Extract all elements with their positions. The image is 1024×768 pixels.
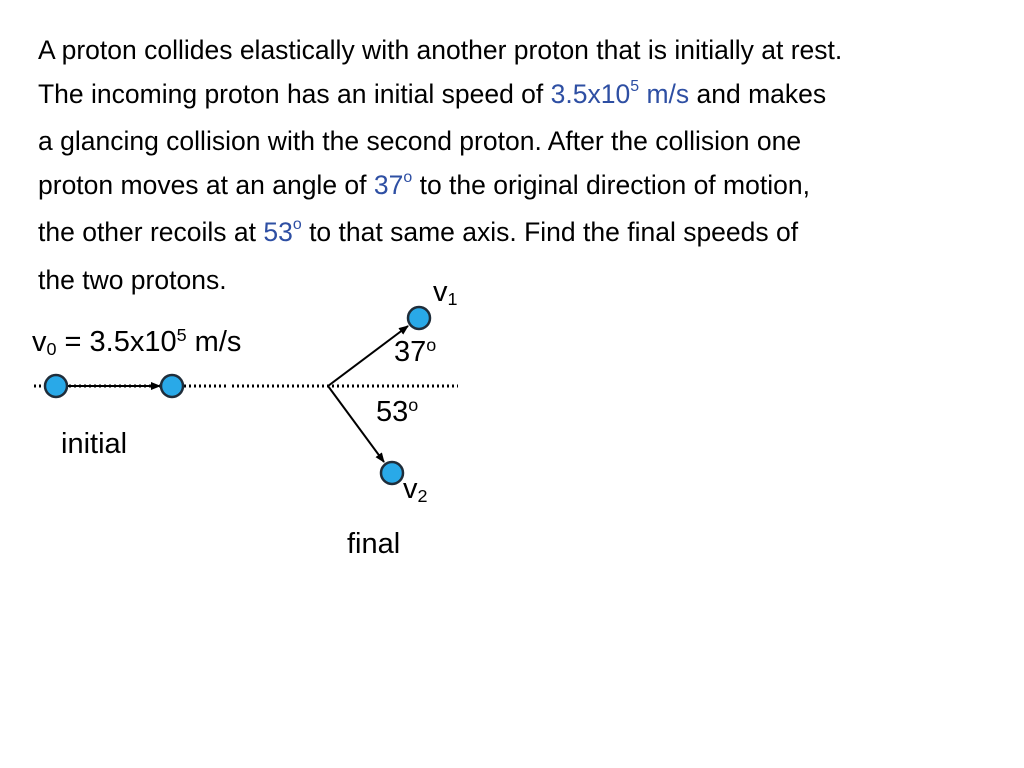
v1-label: [433, 276, 458, 309]
v2-subscript: 2: [417, 485, 428, 506]
v2-label: [403, 473, 428, 506]
scattered-proton-1: [408, 307, 430, 329]
problem-line-3: a glancing collision with the second proton. After the collision one: [38, 126, 802, 156]
v0-letter: v: [32, 326, 47, 358]
final-label: final: [347, 528, 401, 560]
line5-text-b: to that same axis. Find the final speeds of: [301, 217, 799, 247]
v0-exponent: 5: [176, 325, 187, 346]
line4-text-a: proton moves at an angle of: [38, 169, 374, 200]
v2-letter: v: [403, 473, 418, 505]
angle-53-label-degree: o: [408, 395, 419, 416]
angle-37-label: [394, 336, 436, 369]
problem-line-1: A proton collides elastically with another proton that is initially at rest.: [38, 35, 843, 65]
v0-unit: m/s: [186, 326, 242, 358]
problem-line-6: the two protons.: [38, 264, 227, 295]
angle-37-degree: o: [403, 168, 413, 186]
speed-exponent: 5: [630, 77, 640, 95]
line2-text-b: and makes: [689, 78, 827, 109]
v1-letter: v: [433, 276, 448, 308]
target-proton: [161, 375, 183, 397]
initial-label: initial: [61, 428, 128, 460]
speed-unit: m/s: [639, 78, 690, 109]
angle-53-label-number: 53: [376, 396, 409, 428]
angle-53-degree: o: [292, 216, 302, 234]
incoming-proton: [45, 375, 67, 397]
v0-equation: = 3.5x10: [56, 326, 177, 358]
scattered-proton-2: [381, 462, 403, 484]
angle-37-number: 37: [373, 169, 404, 200]
line5-text-a: the other recoils at: [38, 217, 264, 247]
angle-37-label-number: 37: [394, 336, 427, 368]
line2-text-a: The incoming proton has an initial speed of: [38, 78, 551, 109]
angle-53-number: 53: [263, 217, 293, 247]
line4-text-b: to the original direction of motion,: [412, 169, 810, 200]
speed-mantissa: 3.5x10: [550, 78, 631, 109]
angle-37-label-degree: o: [426, 335, 437, 356]
v1-subscript: 1: [447, 288, 458, 309]
v0-subscript: 0: [46, 338, 57, 359]
angle-53-label: [376, 396, 418, 429]
v0-label: [32, 326, 241, 359]
